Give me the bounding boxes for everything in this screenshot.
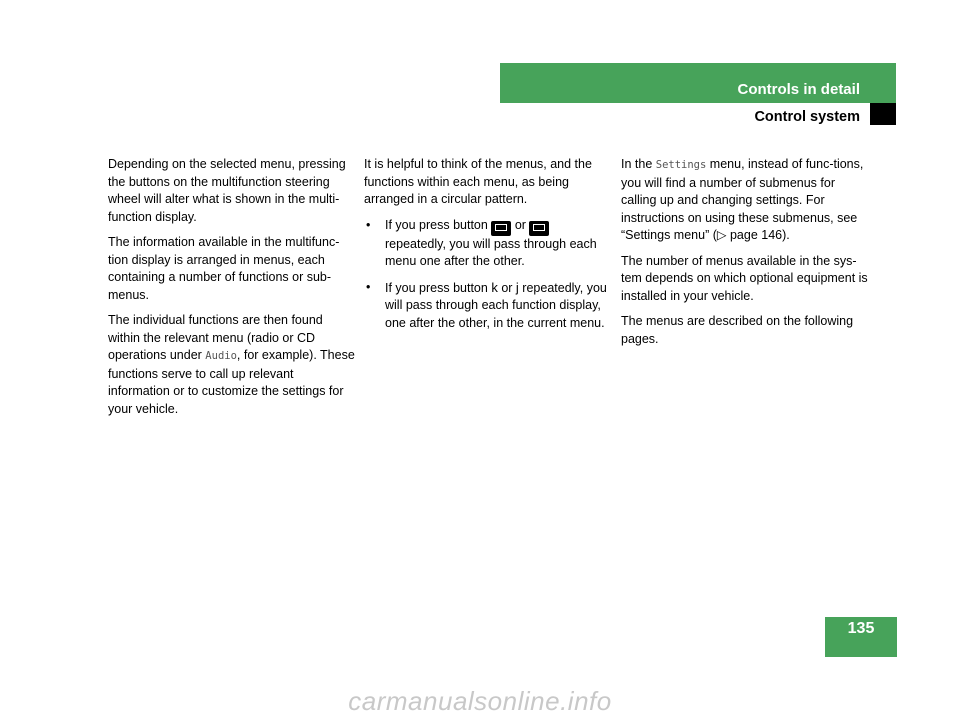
paragraph: It is helpful to think of the menus, and the functions within each menu, as being arranged in a circular pattern.	[364, 157, 592, 206]
paragraph	[108, 312, 356, 418]
menu-next-button-icon	[529, 221, 549, 236]
bullet-text: repeatedly, you will pass through each function display, one after the other, in the current menu.	[385, 280, 607, 330]
column-1	[108, 156, 356, 426]
column-2	[364, 156, 612, 340]
arrow-up-button-icon: k	[491, 279, 498, 295]
paragraph-text: In the	[621, 157, 656, 171]
page-reference-arrow-icon: ▷	[716, 228, 727, 242]
bullet-text: If you press button	[385, 217, 488, 232]
bullet-text: If you press button	[385, 280, 488, 295]
menu-previous-button-icon	[491, 221, 511, 236]
arrow-down-button-icon: j	[515, 279, 519, 295]
header-marker-block	[870, 103, 896, 125]
bullet-text-or: or	[514, 217, 526, 232]
paragraph	[621, 156, 869, 245]
paragraph: The number of menus available in the sys-tem depends on which optional equipment is installed in your vehicle.	[621, 253, 868, 303]
watermark: carmanualsonline.info	[348, 686, 612, 716]
paragraph: The menus are described on the following pages.	[621, 314, 854, 346]
page-number: 135	[847, 620, 875, 637]
paragraph: Depending on the selected menu, pressing the buttons on the multifunction steering wheel will alter what is shown in the multi-function display.	[108, 157, 346, 224]
paragraph-text: The individual functions are then found within the relevant menu (radio or CD operations under	[108, 313, 323, 362]
paragraph-text: menu, instead of func-tions, you will find a number of submenus for calling up and changing settings. For instructions on using these submenus, see “Settings menu” (	[621, 157, 864, 242]
column-3	[621, 156, 869, 356]
list-item	[364, 217, 612, 271]
bullet-text: repeatedly, you will pass through each menu one after the other.	[385, 236, 597, 268]
bullet-list	[364, 217, 612, 333]
display-text-audio: Audio	[205, 350, 237, 362]
page-reference: page 146).	[726, 228, 790, 242]
subsection-title: Control system	[754, 109, 860, 125]
display-text-settings: Settings	[655, 159, 707, 171]
list-item	[364, 279, 612, 333]
paragraph-text: , for example). These functions serve to call up relevant information or to customize the settings for your vehicle.	[108, 348, 355, 416]
bullet-text-or: or	[501, 280, 513, 295]
bullet-dot: •	[366, 279, 371, 294]
section-title: Controls in detail	[737, 81, 860, 98]
paragraph: The information available in the multifunc-tion display is arranged in menus, each containing a number of functions or sub-menus.	[108, 235, 340, 302]
bullet-dot: •	[366, 217, 371, 232]
